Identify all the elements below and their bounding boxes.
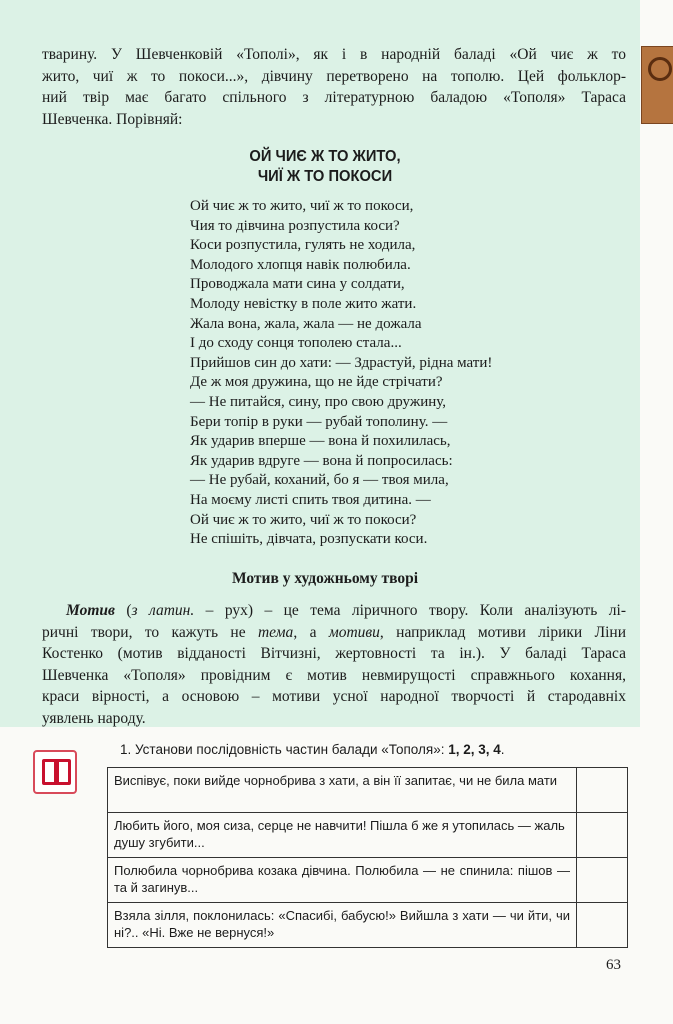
poem-line: І до сходу сонця тополею стала... [190,335,402,352]
table-row [108,903,628,948]
poem-line: Жала вона, жала, жала — не дожала [190,315,422,332]
task-prompt: 1. Установи послідовність частин балади «Тополя»: 1, 2, 3, 4. [120,742,505,757]
motif-line: Костенко (мотив відданості Вітчизні, жертовності та ін.). У баладі Тараса [42,645,626,662]
table-row [108,813,628,858]
intro-paragraph [42,44,626,130]
table-row [108,858,628,903]
row-text: Полюбила чорнобрива козака дівчина. Полюбила — не спинила: пішов — та й загинув... [108,858,577,903]
poem-line: Молодого хлопця навік полюбила. [190,256,411,273]
motif-line: Шевченка «Тополя» провідним є мотив невмирущості справжнього кохання, [42,666,626,684]
intro-line: ний твір має багато спільного з літературною баладою «Тополя» Тараса [42,89,626,106]
ornament-decoration [641,46,673,124]
section-heading: Мотив у художньому творі [231,570,419,587]
table-row [108,768,628,813]
poem-line: Як ударив вдруге — вона й попросилась: [190,452,453,469]
intro-line: жито, чиї ж то покоси...», дівчину перетворено на тополю. Цей фольклор- [42,67,626,85]
motif-paragraph [42,600,626,729]
answer-cell[interactable] [577,768,628,813]
row-text: Взяла зілля, поклонилась: «Спасибі, бабусю!» Вийшла з хати — чи йти, чи ні?.. «Ні. Вже не вернуся!» [108,903,577,948]
poem-title-line: ЧИЇ Ж ТО ПОКОСИ [257,168,393,185]
intro-line: тварину. У Шевченковій «Тополі», як і в народній баладі «Ой чиє ж то [42,46,626,63]
poem-title [26,147,624,187]
poem-line: Ой чиє ж то жито, чиї ж то покоси, [190,198,414,214]
poem-line: Прийшов син до хати: — Здрастуй, рідна мати! [190,354,493,371]
poem-line: — Не рубай, коханий, бо я — твоя мила, [190,472,449,489]
origin: з латин. [131,602,195,619]
motif-line: Мотив (з латин. – рух) – це тема ліричного твору. Коли аналізують лі- [66,602,626,619]
poem-line: — Не питайся, сину, про свою дружину, [190,393,447,410]
poem-line: Проводжала мати сина у солдати, [190,276,405,293]
row-text: Виспівує, поки вийде чорнобрива з хати, а він її запитає, чи не била мати [108,768,577,813]
term: Мотив [66,602,115,619]
poem-line: На моєму листі спить твоя дитина. — [190,491,431,508]
row-text: Любить його, моя сиза, серце не навчити! Пішла б же я утопилась — жаль душу згубити... [108,813,577,858]
intro-line: Шевченка. Порівняй: [42,110,183,128]
poem-line: Ой чиє ж то жито, чиї ж то покоси? [190,511,417,528]
poem-line: Чия то дівчина розпустила коси? [190,217,400,234]
page-number: 63 [606,957,621,973]
motif-line: уявлень народу. [42,709,146,727]
motif-line: ричні твори, то кажуть не тема, а мотиви, наприклад мотиви лірики Ліни [42,623,626,641]
poem-line: Не спішіть, дівчата, розпускати коси. [190,531,428,548]
answer-cell[interactable] [577,813,628,858]
poem-line: Коси розпустила, гулять не ходила, [190,237,416,254]
answer-cell[interactable] [577,858,628,903]
answer-cell[interactable] [577,903,628,948]
poem-line: Де ж моя дружина, що не йде стрічати? [190,374,443,391]
poem-line: Бери топір в руки — рубай тополину. — [190,413,448,430]
motif-line: краси вірності, а основою – мотиви усної народної творчості й стародавніх [42,688,626,705]
task-numbers: 1, 2, 3, 4 [448,742,501,757]
book-icon [33,750,77,794]
poem-title-line: ОЙ ЧИЄ Ж ТО ЖИТО, [249,148,401,165]
poem-line: Як ударив вперше — вона й похилилась, [190,433,451,450]
poem-line: Молоду невістку в поле жито жати. [190,295,417,312]
sequence-table [107,767,628,948]
poem-text [190,197,492,550]
